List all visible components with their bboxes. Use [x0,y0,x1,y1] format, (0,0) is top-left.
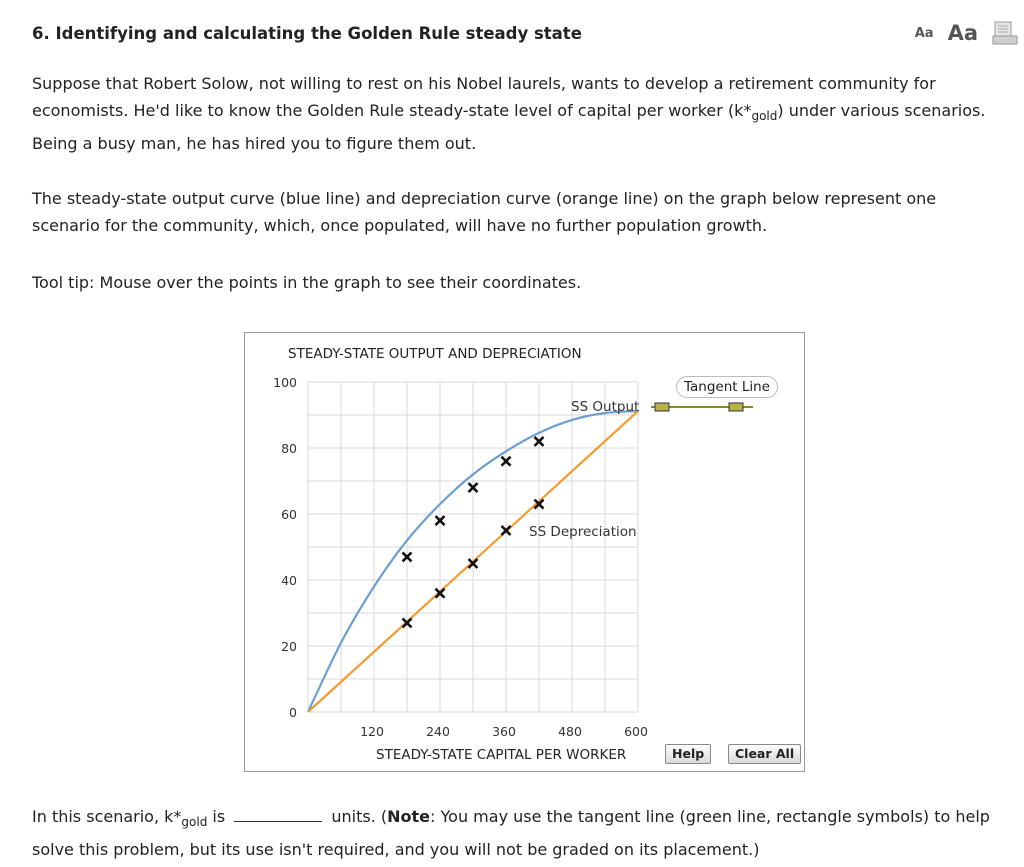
x-axis-label: STEADY-STATE CAPITAL PER WORKER [376,747,627,763]
scenario-paragraph: The steady-state output curve (blue line) and depreciation curve (orange line) on the graph below represent one scenario for the community, which, once populated, will have no further population growth. [32,189,937,235]
graph-panel [244,332,805,772]
intro-subscript: gold [751,109,778,124]
answer-text-d: : You may use the tangent line (green line, rectangle symbols) to help solve this problem, but its use isn't required, and you will not be graded on its placement.) [32,807,990,860]
ss-output-label: SS Output [571,399,640,415]
intro-paragraph [32,70,992,157]
y-tick-label: 100 [273,375,297,390]
x-tick-label: 240 [426,724,450,739]
answer-note-label: Note [387,807,431,826]
clear-all-button[interactable]: Clear All [728,744,801,764]
y-tick-label: 40 [281,573,297,588]
ss-depreciation-label: SS Depreciation [529,524,637,540]
tangent-line-handle[interactable] [729,403,743,411]
font-size-large-button[interactable]: Aa [947,21,978,45]
print-icon[interactable] [992,20,1018,46]
font-size-small-button[interactable]: Aa [914,25,934,41]
x-tick-label: 120 [360,724,384,739]
answer-text-b: is [207,807,226,826]
question-title: 6. Identifying and calculating the Golden Rule steady state [32,24,582,43]
chart-svg [245,333,804,771]
answer-text-a: In this scenario, k* [32,807,182,826]
x-tick-label: 600 [624,724,648,739]
answer-text-c: units. ( [331,807,388,826]
y-tick-label: 80 [281,441,297,456]
help-button[interactable]: Help [665,744,711,764]
font-size-tools [915,20,1018,46]
intro-text-a: Suppose that Robert Solow, not willing to rest on his Nobel laurels, wants to develop a retirement community for economists. He'd like to know the Golden Rule steady-state level of capital per worker (k* [32,74,936,120]
chart-title: STEADY-STATE OUTPUT AND DEPRECIATION [288,346,582,362]
y-tick-label: 20 [281,639,297,654]
answer-subscript: gold [181,815,208,830]
tangent-line-handle[interactable] [655,403,669,411]
x-tick-label: 360 [492,724,516,739]
y-tick-label: 0 [289,705,297,720]
intro-text-b: ) under various scenarios. Being a busy man, he has hired you to figure them out. [32,101,986,154]
tooltip-paragraph: Tool tip: Mouse over the points in the graph to see their coordinates. [32,273,582,292]
answer-paragraph [32,803,1022,863]
y-tick-label: 60 [281,507,297,522]
x-tick-label: 480 [558,724,582,739]
answer-blank-input[interactable] [234,805,322,822]
tangent-line-legend-label: Tangent Line [676,376,778,398]
